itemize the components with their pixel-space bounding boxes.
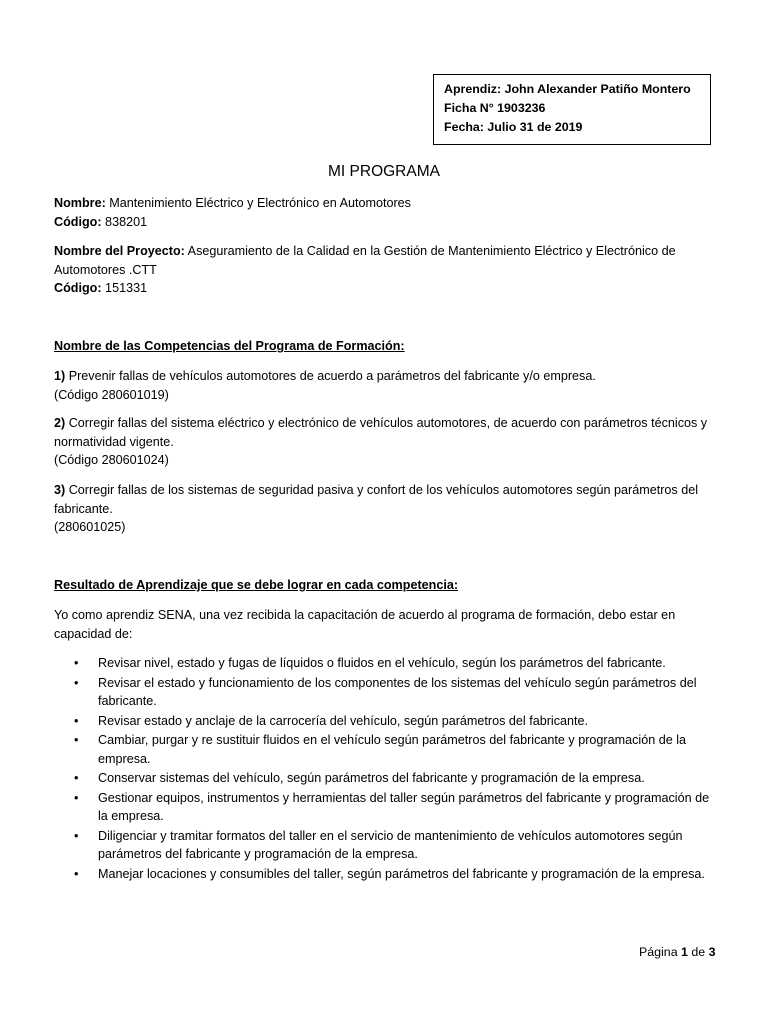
student-info-box — [433, 74, 711, 145]
page-number-middle: de — [687, 945, 709, 959]
bullet-icon: • — [74, 866, 79, 881]
page-number-current: 1 — [681, 945, 688, 959]
list-item-text: Revisar nivel, estado y fugas de líquidos o fluidos en el vehículo, según los parámetros del fabricante. — [98, 656, 666, 670]
list-item — [54, 731, 714, 768]
competency-number: 1) — [54, 369, 66, 383]
project-name-value: Aseguramiento de la Calidad en la Gestión de Mantenimiento Eléctrico y Electrónico de Automotores .CTT — [54, 244, 676, 277]
list-item-text: Revisar estado y anclaje de la carrocería del vehículo, según parámetros del fabricante. — [98, 713, 589, 728]
document-date: Fecha: Julio 31 de 2019 — [444, 120, 583, 134]
program-name-label: Nombre: — [54, 196, 106, 210]
list-item — [54, 769, 714, 788]
list-item-text: Gestionar equipos, instrumentos y herramientas del taller según parámetros del fabricante y programación de la empresa. — [98, 790, 710, 823]
results-heading-text: Resultado de Aprendizaje que se debe lograr en cada competencia: — [54, 578, 459, 592]
list-item — [54, 827, 714, 864]
bullet-icon: • — [74, 790, 79, 805]
competency-item — [54, 481, 714, 537]
learning-results-list — [54, 654, 714, 884]
program-name-value: Mantenimiento Eléctrico y Electrónico en Automotores — [105, 196, 411, 210]
list-item-text: Cambiar, purgar y re sustituir fluidos en el vehículo según parámetros del fabricante y programación de la empresa. — [98, 733, 687, 766]
bullet-icon: • — [74, 656, 79, 670]
project-code-line — [54, 279, 714, 298]
project-name-label: Nombre del Proyecto: — [54, 244, 185, 258]
program-code-value: 838201 — [101, 214, 148, 229]
competency-code: (Código 280601019) — [54, 387, 169, 402]
program-info — [54, 194, 714, 231]
competency-text — [54, 414, 714, 451]
program-name-line — [54, 194, 714, 213]
competency-code: (Código 280601024) — [54, 453, 169, 467]
list-item-text: Conservar sistemas del vehículo, según parámetros del fabricante y programación de la empresa. — [98, 771, 645, 785]
competency-text — [54, 481, 714, 518]
bullet-icon: • — [74, 828, 79, 843]
program-code-line — [54, 213, 714, 232]
competency-description: Corregir fallas de los sistemas de seguridad pasiva y confort de los vehículos automotores según parámetros del fabricante. — [54, 483, 699, 516]
list-item-text: Manejar locaciones y consumibles del taller, según parámetros del fabricante y programación de la empresa. — [98, 866, 705, 881]
list-item — [54, 712, 714, 731]
competencies-heading-text: Nombre de las Competencias del Programa de Formación: — [54, 339, 405, 353]
list-item — [54, 674, 714, 711]
results-intro — [54, 606, 714, 643]
competency-description: Prevenir fallas de vehículos automotores de acuerdo a parámetros del fabricante y/o empresa. — [65, 369, 596, 383]
student-ficha: Ficha N° 1903236 — [444, 101, 546, 115]
competency-item — [54, 414, 714, 470]
results-heading — [54, 576, 714, 595]
bullet-icon: • — [74, 713, 79, 728]
page-title: MI PROGRAMA — [328, 163, 440, 180]
bullet-icon: • — [74, 771, 79, 785]
page-number-prefix: Página — [639, 945, 682, 959]
bullet-icon: • — [74, 733, 79, 747]
list-item-text: Revisar el estado y funcionamiento de los componentes de los sistemas del vehículo según parámetros del fabricante. — [98, 675, 697, 708]
competency-code: (280601025) — [54, 520, 126, 534]
project-code-label: Código: — [54, 281, 102, 295]
project-info — [54, 242, 714, 298]
page-number — [639, 943, 716, 962]
list-item — [54, 654, 714, 673]
list-item — [54, 865, 714, 884]
results-intro-text: Yo como aprendiz SENA, una vez recibida la capacitación de acuerdo al programa de formación, debo estar en capacidad de: — [54, 608, 676, 641]
program-code-label: Código: — [54, 214, 102, 229]
bullet-icon: • — [74, 675, 79, 690]
page-number-total: 3 — [708, 945, 716, 959]
competency-item — [54, 367, 714, 404]
competency-number: 3) — [54, 483, 66, 497]
student-name: Aprendiz: John Alexander Patiño Montero — [444, 82, 691, 96]
competency-text — [54, 367, 714, 386]
list-item — [54, 789, 714, 826]
competencies-heading — [54, 337, 714, 356]
project-code-value: 151331 — [101, 281, 148, 295]
competency-number: 2) — [54, 416, 66, 430]
list-item-text: Diligenciar y tramitar formatos del taller en el servicio de mantenimiento de vehículos automotores según parámetros del fabricante y programación de la empresa. — [98, 828, 683, 861]
competency-description: Corregir fallas del sistema eléctrico y electrónico de vehículos automotores, de acuerdo con parámetros técnicos y normatividad vigente. — [54, 416, 708, 449]
project-name-line — [54, 242, 714, 279]
